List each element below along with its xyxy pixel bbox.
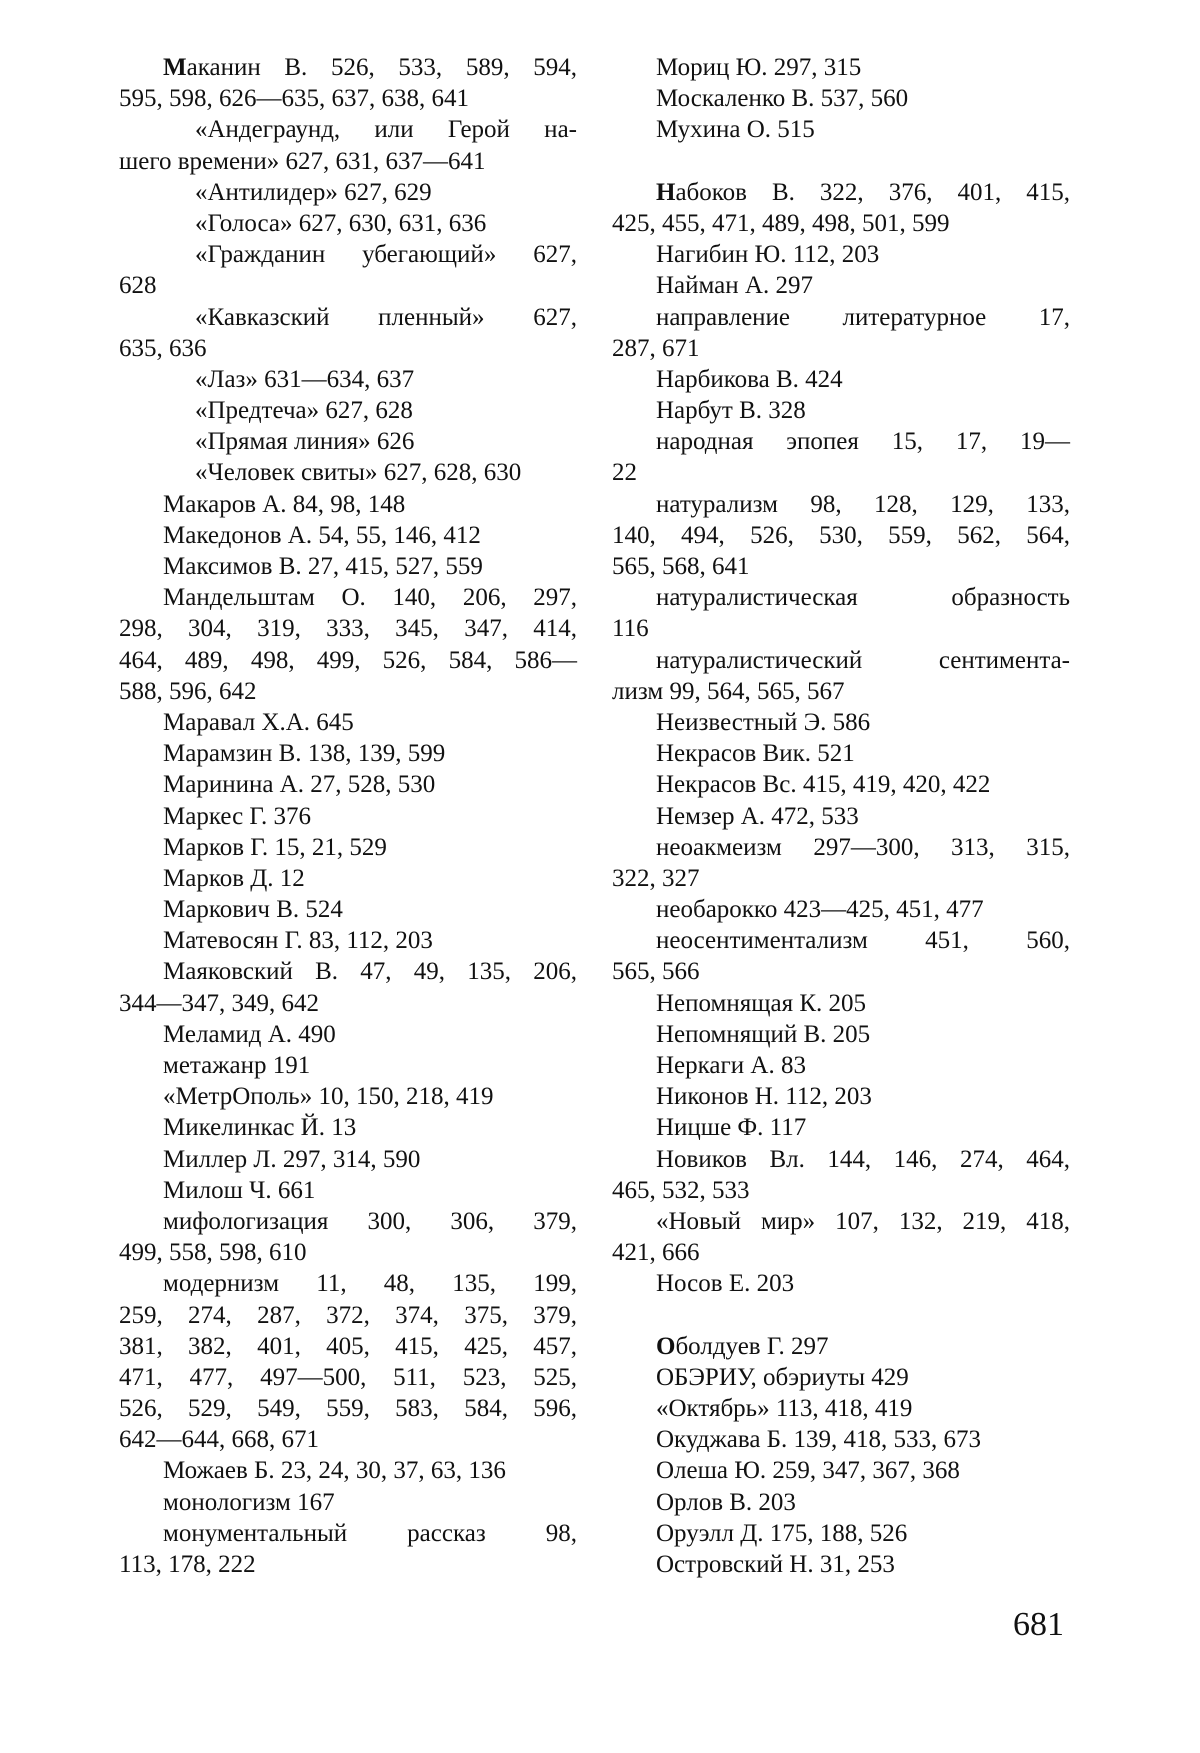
index-subentry: «Голоса» 627, 630, 631, 636 <box>195 209 487 237</box>
index-entry: Носов Е. 203 <box>656 1270 795 1298</box>
index-entry-continuation: 642—644, 668, 671 <box>119 1426 319 1454</box>
index-entry: Неизвестный Э. 586 <box>656 708 871 736</box>
index-entry-continuation: 471, 477, 497—500, 511, 523, 525, <box>119 1363 577 1391</box>
index-entry-continuation: 421, 666 <box>612 1239 700 1267</box>
index-entry-continuation: 322, 327 <box>612 864 700 892</box>
index-entry: Маравал Х.А. 645 <box>163 708 354 736</box>
index-entry: Миллер Л. 297, 314, 590 <box>163 1145 421 1173</box>
index-entry: Нагибин Ю. 112, 203 <box>656 241 880 269</box>
index-entry: ОБЭРИУ, обэриуты 429 <box>656 1363 909 1391</box>
letter-group-initial: Н <box>656 178 676 206</box>
index-entry: Немзер А. 472, 533 <box>656 802 859 830</box>
letter-group-gap <box>612 1300 1070 1331</box>
index-subentry: «Андеграунд, или Герой на- <box>195 116 577 144</box>
index-entry: Островский Н. 31, 253 <box>656 1551 895 1578</box>
letter-group-gap <box>612 146 1070 177</box>
index-entry: Непомнящая К. 205 <box>656 989 867 1017</box>
index-entry: Маркес Г. 376 <box>163 802 312 830</box>
index-entry-continuation: 425, 455, 471, 489, 498, 501, 599 <box>612 209 950 237</box>
index-entry-continuation: 499, 558, 598, 610 <box>119 1239 307 1267</box>
index-entry: монументальный рассказ 98, <box>163 1519 577 1547</box>
index-entry-continuation: 565, 568, 641 <box>612 553 750 580</box>
index-entry: метажанр 191 <box>163 1052 311 1079</box>
letter-group-initial: О <box>656 1332 676 1360</box>
index-entry-continuation: 464, 489, 498, 499, 526, 584, 586— <box>119 646 577 674</box>
index-entry: «Октябрь» 113, 418, 419 <box>656 1395 913 1423</box>
index-column-left <box>119 52 577 1580</box>
index-entry: Марков Г. 15, 21, 529 <box>163 833 387 861</box>
letter-group-initial: М <box>163 54 187 81</box>
index-entry: Милош Ч. 661 <box>163 1176 316 1204</box>
index-entry-continuation: 595, 598, 626—635, 637, 638, 641 <box>119 85 469 113</box>
index-entry-continuation: 628 <box>119 272 157 300</box>
index-entry-continuation: 565, 566 <box>612 958 700 986</box>
index-entry: «Новый мир» 107, 132, 219, 418, <box>656 1207 1070 1235</box>
index-subentry: «Прямая линия» 626 <box>195 428 415 456</box>
index-entry: Матевосян Г. 83, 112, 203 <box>163 927 433 955</box>
index-subentry: «Антилидер» 627, 629 <box>195 178 432 206</box>
index-entry: Марамзин В. 138, 139, 599 <box>163 740 446 768</box>
index-entry: Мухина О. 515 <box>656 116 815 144</box>
index-entry: неоакмеизм 297—300, 313, 315, <box>656 833 1070 861</box>
index-subentry: «Человек свиты» 627, 628, 630 <box>195 459 522 487</box>
page-number: 681 <box>1013 1606 1064 1643</box>
index-entry: Маяковский В. 47, 49, 135, 206, <box>163 958 577 986</box>
index-entry-continuation: 465, 532, 533 <box>612 1176 750 1204</box>
index-entry-continuation: 259, 274, 287, 372, 374, 375, 379, <box>119 1301 577 1329</box>
index-entry: Мориц Ю. 297, 315 <box>656 54 862 81</box>
index-entry-continuation: лизм 99, 564, 565, 567 <box>612 677 845 705</box>
index-entry-continuation: 381, 382, 401, 405, 415, 425, 457, <box>119 1332 577 1360</box>
index-entry: Найман А. 297 <box>656 272 813 300</box>
index-subentry: «Лаз» 631—634, 637 <box>195 365 415 393</box>
index-entry: Оруэлл Д. 175, 188, 526 <box>656 1519 908 1547</box>
index-subentry: «Предтеча» 627, 628 <box>195 397 413 425</box>
index-entry: Непомнящий В. 205 <box>656 1020 871 1048</box>
index-entry: Ницше Ф. 117 <box>656 1114 807 1142</box>
index-entry: Орлов В. 203 <box>656 1488 796 1516</box>
index-entry: натурализм 98, 128, 129, 133, <box>656 490 1070 518</box>
index-entry: Македонов А. 54, 55, 146, 412 <box>163 521 481 549</box>
index-entry: Мандельштам О. 140, 206, 297, <box>163 584 577 612</box>
index-entry: Макаров А. 84, 98, 148 <box>163 490 406 518</box>
index-entry-continuation: 287, 671 <box>612 334 700 362</box>
index-entry: Олеша Ю. 259, 347, 367, 368 <box>656 1457 960 1485</box>
index-entry: натуралистический сентимента- <box>656 646 1070 674</box>
index-entry: Максимов В. 27, 415, 527, 559 <box>163 553 483 580</box>
index-entry: Набоков В. 322, 376, 401, 415, <box>656 178 1070 206</box>
index-entry: Маркович В. 524 <box>163 896 343 924</box>
index-entry: Нарбут В. 328 <box>656 397 806 425</box>
index-column-right <box>612 52 1070 1580</box>
index-entry-continuation: 113, 178, 222 <box>119 1551 256 1578</box>
index-entry-continuation: 116 <box>612 615 649 643</box>
index-entry-continuation: 140, 494, 526, 530, 559, 562, 564, <box>612 521 1070 549</box>
index-entry: Маканин В. 526, 533, 589, 594, <box>163 54 577 81</box>
index-entry: Маринина А. 27, 528, 530 <box>163 771 436 799</box>
index-entry: Оболдуев Г. 297 <box>656 1332 829 1360</box>
index-entry: Некрасов Вик. 521 <box>656 740 855 768</box>
index-entry: народная эпопея 15, 17, 19— <box>656 428 1070 456</box>
index-entry-continuation: шего времени» 627, 631, 637—641 <box>119 147 486 175</box>
index-entry: модернизм 11, 48, 135, 199, <box>163 1270 577 1298</box>
index-entry-continuation: 344—347, 349, 642 <box>119 989 319 1017</box>
index-entry: Неркаги А. 83 <box>656 1052 806 1079</box>
index-entry: Нарбикова В. 424 <box>656 365 843 393</box>
index-entry: направление литературное 17, <box>656 303 1070 331</box>
index-entry-continuation: 298, 304, 319, 333, 345, 347, 414, <box>119 615 577 643</box>
index-entry-continuation: 588, 596, 642 <box>119 677 257 705</box>
index-entry: необарокко 423—425, 451, 477 <box>656 896 984 924</box>
index-subentry: «Гражданин убегающий» 627, <box>195 241 577 269</box>
index-entry: монологизм 167 <box>163 1488 335 1516</box>
index-entry: Некрасов Вс. 415, 419, 420, 422 <box>656 771 991 799</box>
index-subentry: «Кавказский пленный» 627, <box>195 303 577 331</box>
index-entry: мифологизация 300, 306, 379, <box>163 1207 577 1235</box>
index-entry: неосентиментализм 451, 560, <box>656 927 1070 955</box>
index-entry: Микелинкас Й. 13 <box>163 1114 357 1142</box>
index-entry: Москаленко В. 537, 560 <box>656 85 909 113</box>
index-entry: «МетрОполь» 10, 150, 218, 419 <box>163 1083 494 1111</box>
index-entry: Можаев Б. 23, 24, 30, 37, 63, 136 <box>163 1457 506 1485</box>
index-entry: Меламид А. 490 <box>163 1020 336 1048</box>
index-entry: Новиков Вл. 144, 146, 274, 464, <box>656 1145 1070 1173</box>
index-entry-continuation: 526, 529, 549, 559, 583, 584, 596, <box>119 1395 577 1423</box>
index-entry: Окуджава Б. 139, 418, 533, 673 <box>656 1426 982 1454</box>
index-entry-continuation: 22 <box>612 459 637 487</box>
index-entry: натуралистическая образность <box>656 584 1070 612</box>
index-entry: Марков Д. 12 <box>163 864 305 892</box>
index-entry-continuation: 635, 636 <box>119 334 207 362</box>
index-entry: Никонов Н. 112, 203 <box>656 1083 872 1111</box>
